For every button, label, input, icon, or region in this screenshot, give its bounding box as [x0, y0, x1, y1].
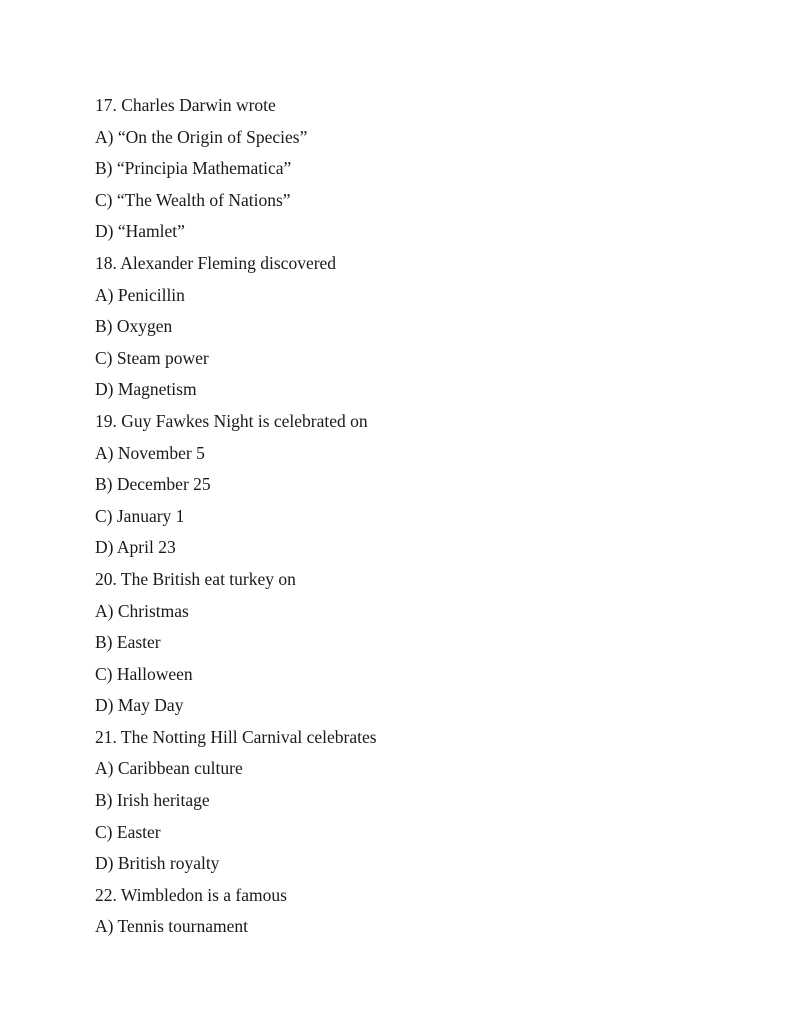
question-20-option-c: C) Halloween	[95, 663, 193, 684]
question-19-prompt: 19. Guy Fawkes Night is celebrated on	[95, 410, 368, 431]
question-18-option-d: D) Magnetism	[95, 379, 197, 400]
question-17-option-d: D) “Hamlet”	[95, 221, 185, 242]
question-19-option-c: C) January 1	[95, 505, 185, 526]
question-17-option-b: B) “Principia Mathematica”	[95, 158, 292, 179]
question-22-option-a: A) Tennis tournament	[95, 916, 249, 937]
question-21-prompt: 21. The Notting Hill Carnival celebrates	[95, 726, 377, 747]
question-20-option-b: B) Easter	[95, 632, 161, 653]
question-21-option-c: C) Easter	[95, 821, 161, 842]
question-17-option-c: C) “The Wealth of Nations”	[95, 189, 291, 210]
question-21-option-d: D) British royalty	[95, 853, 220, 874]
question-20-prompt: 20. The British eat turkey on	[95, 568, 296, 589]
quiz-content	[95, 92, 735, 945]
question-19-option-d: D) April 23	[95, 537, 176, 558]
question-20-option-a: A) Christmas	[95, 600, 189, 621]
question-19-option-b: B) December 25	[95, 474, 211, 495]
question-18-option-a: A) Penicillin	[95, 284, 185, 305]
question-21-option-a: A) Caribbean culture	[95, 758, 243, 779]
question-17-option-a: A) “On the Origin of Species”	[95, 126, 308, 147]
question-22-prompt: 22. Wimbledon is a famous	[95, 884, 287, 905]
question-20-option-d: D) May Day	[95, 695, 184, 716]
question-18-option-c: C) Steam power	[95, 347, 209, 368]
question-18-option-b: B) Oxygen	[95, 316, 173, 337]
question-19-option-a: A) November 5	[95, 442, 205, 463]
question-21-option-b: B) Irish heritage	[95, 790, 210, 811]
question-18-prompt: 18. Alexander Fleming discovered	[95, 252, 337, 273]
question-17-prompt: 17. Charles Darwin wrote	[95, 95, 276, 115]
